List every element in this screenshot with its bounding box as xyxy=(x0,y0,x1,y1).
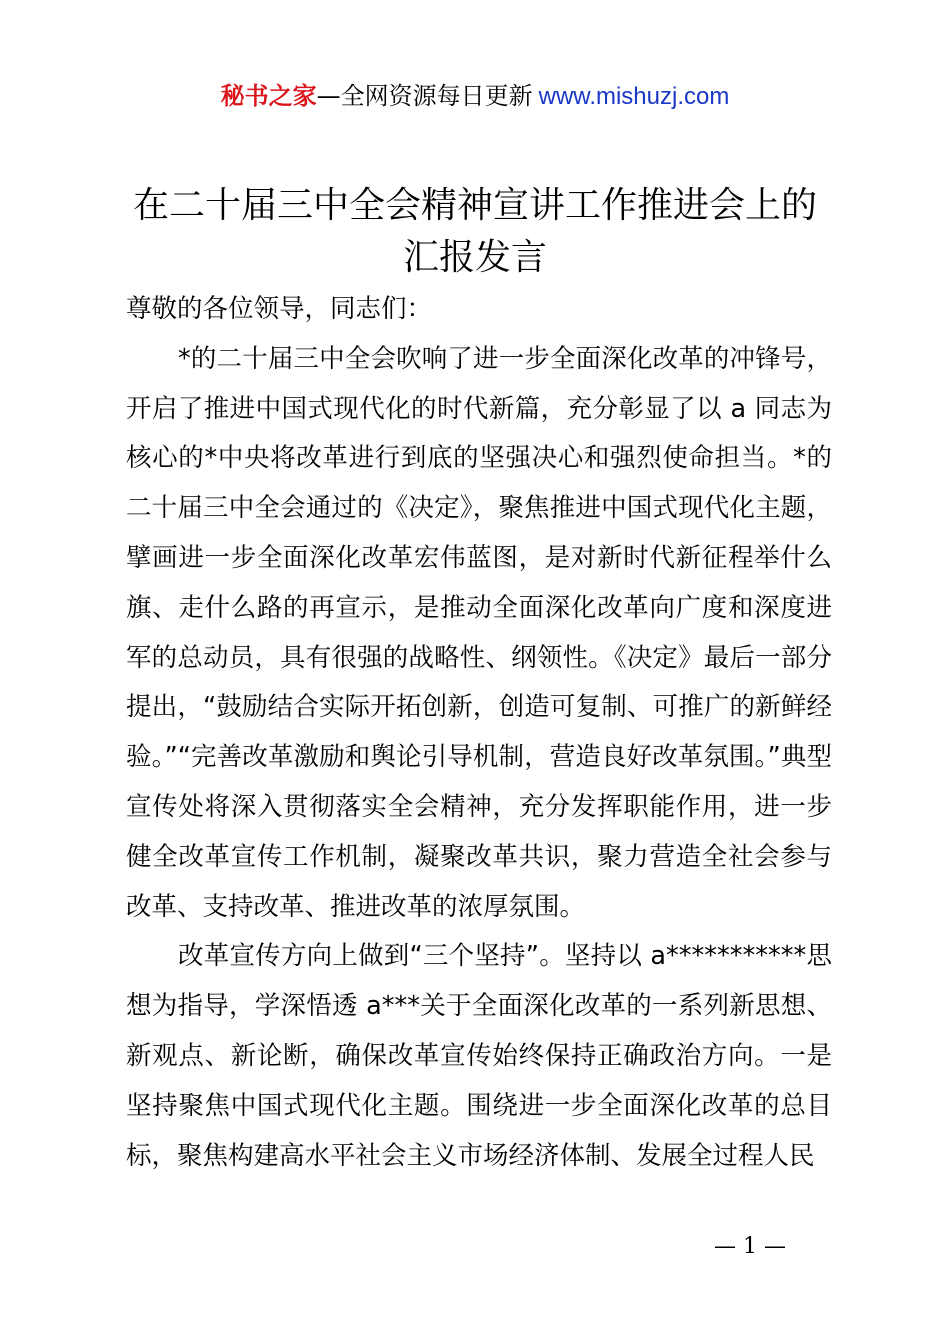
document-title xyxy=(100,180,850,284)
document-title-line-1: 在二十届三中全会精神宣讲工作推进会上的 xyxy=(132,185,817,226)
paragraph-2: 改革宣传方向上做到“三个坚持”。坚持以 a***********思想为指导，学深悟透 a***关于全面深化改革的一系列新思想、新观点、新论断，确保改革宣传始终保持正确政治方向。一是坚持聚焦中国式现代化主题。围绕进一步全面深化改革的总目标，聚焦构建高水平社会主义市场经济体制、发展全过程人民 xyxy=(126,941,832,1171)
salutation: 尊敬的各位领导，同志们： xyxy=(126,294,433,324)
site-tagline: —全网资源每日更新 xyxy=(316,82,533,110)
paragraph-1: *的二十届三中全会吹响了进一步全面深化改革的冲锋号，开启了推进中国式现代化的时代新篇，充分彰显了以 a 同志为核心的*中央将改革进行到底的坚强决心和强烈使命担当。*的二十届三中全会通过的《决定》，聚焦推进中国式现代化主题，擘画进一步全面深化改革宏伟蓝图，是对新时代新征程举什么旗、走什么路的再宣示，是推动全面深化改革向广度和深度进军的总动员，具有很强的战略性、纲领性。《决定》最后一部分提出，“鼓励结合实际开拓创新，创造可复制、可推广的新鲜经验。”“完善改革激励和舆论引导机制，营造良好改革氛围。”典型宣传处将深入贯彻落实全会精神，充分发挥职能作用，进一步健全改革宣传工作机制，凝聚改革共识，聚力营造全社会参与改革、支持改革、推进改革的浓厚氛围。 xyxy=(126,343,832,922)
site-url-link[interactable]: www.mishuzj.com xyxy=(538,83,730,110)
document-body xyxy=(126,285,832,1181)
document-title-line-2: 汇报发言 xyxy=(402,237,547,278)
site-brand: 秘书之家 xyxy=(220,82,317,110)
site-header xyxy=(0,78,950,115)
page-number: — 1 — xyxy=(714,1234,786,1259)
